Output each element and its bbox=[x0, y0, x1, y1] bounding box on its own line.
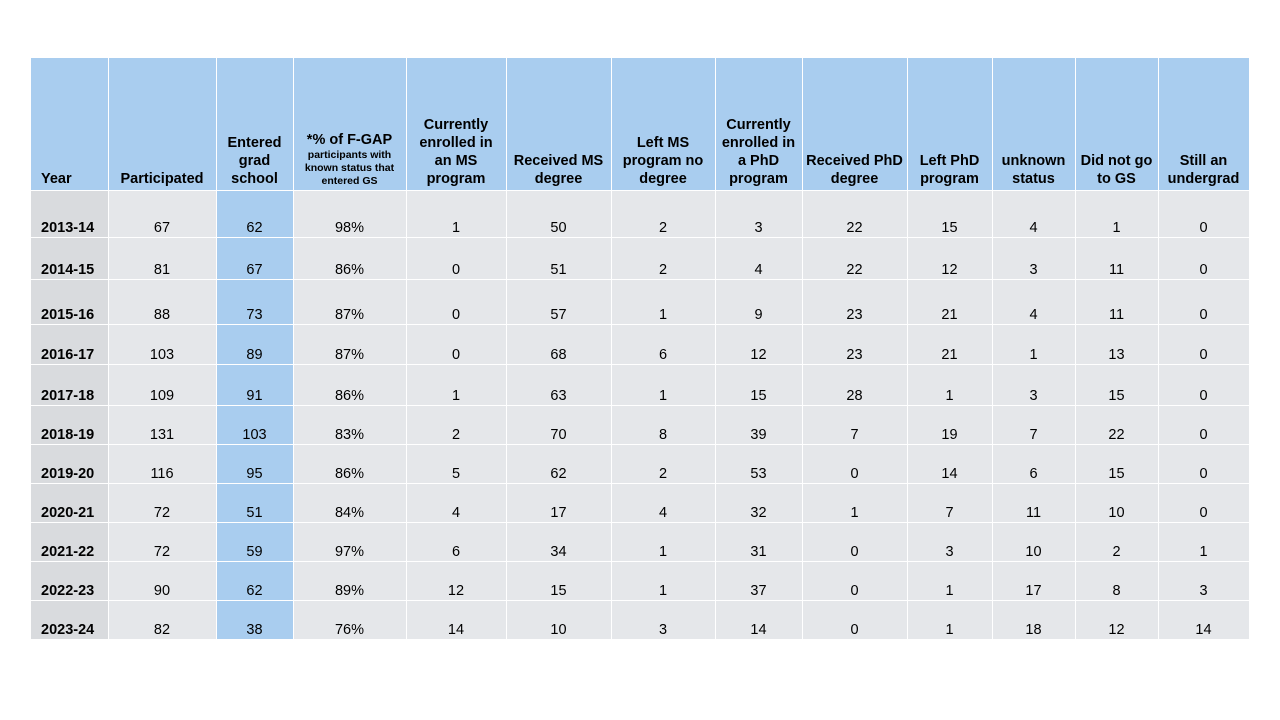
cell-percent: 86% bbox=[293, 444, 406, 483]
cell-phd-left: 14 bbox=[907, 444, 992, 483]
cell-year: 2014-15 bbox=[31, 237, 108, 279]
cell-phd-enrolled: 53 bbox=[715, 444, 802, 483]
cell-year: 2021-22 bbox=[31, 522, 108, 561]
cell-ms-left: 1 bbox=[611, 364, 715, 405]
cell-year: 2015-16 bbox=[31, 279, 108, 324]
cell-unknown: 4 bbox=[992, 279, 1075, 324]
cell-percent: 76% bbox=[293, 600, 406, 639]
cell-participated: 103 bbox=[108, 324, 216, 364]
cell-undergrad: 1 bbox=[1158, 522, 1249, 561]
cell-ms-enrolled: 0 bbox=[406, 237, 506, 279]
cell-ms-received: 34 bbox=[506, 522, 611, 561]
cell-phd-enrolled: 31 bbox=[715, 522, 802, 561]
cell-ms-received: 10 bbox=[506, 600, 611, 639]
cell-unknown: 3 bbox=[992, 237, 1075, 279]
cell-entered: 38 bbox=[216, 600, 293, 639]
header-did-not-go-gs: Did not go to GS bbox=[1075, 58, 1158, 190]
cell-year: 2013-14 bbox=[31, 190, 108, 237]
fgap-outcomes-table bbox=[31, 58, 1250, 639]
cell-ms-received: 63 bbox=[506, 364, 611, 405]
header-row bbox=[31, 58, 1249, 190]
cell-phd-enrolled: 3 bbox=[715, 190, 802, 237]
cell-ms-received: 17 bbox=[506, 483, 611, 522]
cell-ms-left: 8 bbox=[611, 405, 715, 444]
cell-no-gs: 13 bbox=[1075, 324, 1158, 364]
cell-entered: 67 bbox=[216, 237, 293, 279]
header-received-phd: Received PhD degree bbox=[802, 58, 907, 190]
cell-no-gs: 11 bbox=[1075, 279, 1158, 324]
table-row bbox=[31, 444, 1249, 483]
cell-phd-received: 22 bbox=[802, 190, 907, 237]
cell-no-gs: 1 bbox=[1075, 190, 1158, 237]
table-row bbox=[31, 237, 1249, 279]
header-received-ms: Received MS degree bbox=[506, 58, 611, 190]
cell-undergrad: 0 bbox=[1158, 483, 1249, 522]
cell-no-gs: 22 bbox=[1075, 405, 1158, 444]
cell-participated: 131 bbox=[108, 405, 216, 444]
cell-no-gs: 11 bbox=[1075, 237, 1158, 279]
cell-ms-enrolled: 14 bbox=[406, 600, 506, 639]
cell-entered: 91 bbox=[216, 364, 293, 405]
cell-phd-enrolled: 32 bbox=[715, 483, 802, 522]
cell-no-gs: 15 bbox=[1075, 364, 1158, 405]
cell-unknown: 18 bbox=[992, 600, 1075, 639]
cell-phd-left: 21 bbox=[907, 324, 992, 364]
cell-participated: 90 bbox=[108, 561, 216, 600]
cell-ms-left: 1 bbox=[611, 561, 715, 600]
cell-ms-left: 4 bbox=[611, 483, 715, 522]
cell-entered: 73 bbox=[216, 279, 293, 324]
cell-year: 2016-17 bbox=[31, 324, 108, 364]
cell-unknown: 17 bbox=[992, 561, 1075, 600]
header-left-phd: Left PhD program bbox=[907, 58, 992, 190]
cell-ms-enrolled: 4 bbox=[406, 483, 506, 522]
cell-phd-received: 23 bbox=[802, 324, 907, 364]
cell-phd-received: 0 bbox=[802, 522, 907, 561]
header-currently-enrolled-phd: Currently enrolled in a PhD program bbox=[715, 58, 802, 190]
cell-phd-left: 3 bbox=[907, 522, 992, 561]
cell-undergrad: 0 bbox=[1158, 364, 1249, 405]
cell-ms-received: 62 bbox=[506, 444, 611, 483]
table-row bbox=[31, 600, 1249, 639]
header-percent-subtext: participants with known status that entered GS bbox=[304, 148, 395, 187]
cell-undergrad: 0 bbox=[1158, 279, 1249, 324]
cell-phd-left: 12 bbox=[907, 237, 992, 279]
cell-phd-left: 15 bbox=[907, 190, 992, 237]
cell-phd-enrolled: 9 bbox=[715, 279, 802, 324]
cell-no-gs: 2 bbox=[1075, 522, 1158, 561]
cell-ms-received: 15 bbox=[506, 561, 611, 600]
cell-unknown: 7 bbox=[992, 405, 1075, 444]
cell-participated: 67 bbox=[108, 190, 216, 237]
cell-percent: 87% bbox=[293, 279, 406, 324]
cell-unknown: 4 bbox=[992, 190, 1075, 237]
header-percent-main: *% of F-GAP bbox=[306, 131, 393, 148]
cell-ms-enrolled: 0 bbox=[406, 324, 506, 364]
cell-ms-left: 2 bbox=[611, 237, 715, 279]
cell-percent: 97% bbox=[293, 522, 406, 561]
cell-percent: 89% bbox=[293, 561, 406, 600]
cell-phd-enrolled: 12 bbox=[715, 324, 802, 364]
header-participated: Participated bbox=[108, 58, 216, 190]
cell-entered: 62 bbox=[216, 190, 293, 237]
cell-percent: 98% bbox=[293, 190, 406, 237]
cell-phd-received: 1 bbox=[802, 483, 907, 522]
header-still-undergrad: Still an undergrad bbox=[1158, 58, 1249, 190]
cell-undergrad: 14 bbox=[1158, 600, 1249, 639]
cell-phd-left: 7 bbox=[907, 483, 992, 522]
cell-no-gs: 15 bbox=[1075, 444, 1158, 483]
cell-participated: 109 bbox=[108, 364, 216, 405]
cell-ms-enrolled: 6 bbox=[406, 522, 506, 561]
cell-year: 2017-18 bbox=[31, 364, 108, 405]
cell-unknown: 6 bbox=[992, 444, 1075, 483]
cell-participated: 88 bbox=[108, 279, 216, 324]
cell-phd-received: 7 bbox=[802, 405, 907, 444]
cell-participated: 116 bbox=[108, 444, 216, 483]
cell-ms-received: 68 bbox=[506, 324, 611, 364]
table-row bbox=[31, 324, 1249, 364]
cell-year: 2018-19 bbox=[31, 405, 108, 444]
cell-ms-left: 1 bbox=[611, 279, 715, 324]
cell-phd-received: 22 bbox=[802, 237, 907, 279]
header-unknown-status: unknown status bbox=[992, 58, 1075, 190]
cell-entered: 51 bbox=[216, 483, 293, 522]
cell-year: 2019-20 bbox=[31, 444, 108, 483]
cell-year: 2022-23 bbox=[31, 561, 108, 600]
cell-phd-received: 0 bbox=[802, 444, 907, 483]
cell-undergrad: 3 bbox=[1158, 561, 1249, 600]
header-currently-enrolled-ms: Currently enrolled in an MS program bbox=[406, 58, 506, 190]
cell-phd-received: 0 bbox=[802, 600, 907, 639]
table-row bbox=[31, 522, 1249, 561]
cell-phd-left: 19 bbox=[907, 405, 992, 444]
cell-ms-enrolled: 1 bbox=[406, 190, 506, 237]
cell-ms-enrolled: 12 bbox=[406, 561, 506, 600]
cell-ms-left: 6 bbox=[611, 324, 715, 364]
cell-phd-left: 1 bbox=[907, 364, 992, 405]
fgap-outcomes-table-container bbox=[31, 58, 1249, 639]
cell-phd-enrolled: 37 bbox=[715, 561, 802, 600]
table-row bbox=[31, 483, 1249, 522]
cell-unknown: 1 bbox=[992, 324, 1075, 364]
cell-entered: 95 bbox=[216, 444, 293, 483]
cell-undergrad: 0 bbox=[1158, 237, 1249, 279]
header-entered-grad-school: Entered grad school bbox=[216, 58, 293, 190]
cell-ms-left: 2 bbox=[611, 190, 715, 237]
cell-ms-enrolled: 2 bbox=[406, 405, 506, 444]
cell-undergrad: 0 bbox=[1158, 324, 1249, 364]
cell-phd-enrolled: 14 bbox=[715, 600, 802, 639]
cell-phd-enrolled: 39 bbox=[715, 405, 802, 444]
cell-no-gs: 12 bbox=[1075, 600, 1158, 639]
header-percent-entered-gs bbox=[293, 58, 406, 190]
cell-ms-received: 57 bbox=[506, 279, 611, 324]
cell-year: 2023-24 bbox=[31, 600, 108, 639]
table-row bbox=[31, 190, 1249, 237]
cell-phd-left: 1 bbox=[907, 561, 992, 600]
cell-entered: 62 bbox=[216, 561, 293, 600]
cell-participated: 72 bbox=[108, 522, 216, 561]
cell-phd-received: 23 bbox=[802, 279, 907, 324]
cell-no-gs: 8 bbox=[1075, 561, 1158, 600]
cell-ms-received: 50 bbox=[506, 190, 611, 237]
cell-unknown: 10 bbox=[992, 522, 1075, 561]
cell-percent: 86% bbox=[293, 237, 406, 279]
cell-ms-enrolled: 5 bbox=[406, 444, 506, 483]
cell-entered: 59 bbox=[216, 522, 293, 561]
table-row bbox=[31, 561, 1249, 600]
cell-ms-received: 51 bbox=[506, 237, 611, 279]
cell-unknown: 11 bbox=[992, 483, 1075, 522]
cell-undergrad: 0 bbox=[1158, 190, 1249, 237]
cell-participated: 82 bbox=[108, 600, 216, 639]
cell-phd-left: 1 bbox=[907, 600, 992, 639]
cell-undergrad: 0 bbox=[1158, 444, 1249, 483]
cell-no-gs: 10 bbox=[1075, 483, 1158, 522]
cell-ms-received: 70 bbox=[506, 405, 611, 444]
cell-entered: 89 bbox=[216, 324, 293, 364]
cell-ms-left: 1 bbox=[611, 522, 715, 561]
cell-phd-left: 21 bbox=[907, 279, 992, 324]
cell-ms-left: 3 bbox=[611, 600, 715, 639]
table-row bbox=[31, 279, 1249, 324]
header-left-ms: Left MS program no degree bbox=[611, 58, 715, 190]
cell-unknown: 3 bbox=[992, 364, 1075, 405]
cell-phd-received: 0 bbox=[802, 561, 907, 600]
table-row bbox=[31, 364, 1249, 405]
cell-ms-enrolled: 1 bbox=[406, 364, 506, 405]
cell-ms-left: 2 bbox=[611, 444, 715, 483]
cell-entered: 103 bbox=[216, 405, 293, 444]
cell-percent: 84% bbox=[293, 483, 406, 522]
cell-percent: 86% bbox=[293, 364, 406, 405]
header-year: Year bbox=[31, 58, 108, 190]
cell-percent: 83% bbox=[293, 405, 406, 444]
cell-phd-received: 28 bbox=[802, 364, 907, 405]
cell-participated: 81 bbox=[108, 237, 216, 279]
cell-participated: 72 bbox=[108, 483, 216, 522]
cell-phd-enrolled: 4 bbox=[715, 237, 802, 279]
cell-phd-enrolled: 15 bbox=[715, 364, 802, 405]
cell-percent: 87% bbox=[293, 324, 406, 364]
cell-year: 2020-21 bbox=[31, 483, 108, 522]
table-row bbox=[31, 405, 1249, 444]
cell-ms-enrolled: 0 bbox=[406, 279, 506, 324]
cell-undergrad: 0 bbox=[1158, 405, 1249, 444]
